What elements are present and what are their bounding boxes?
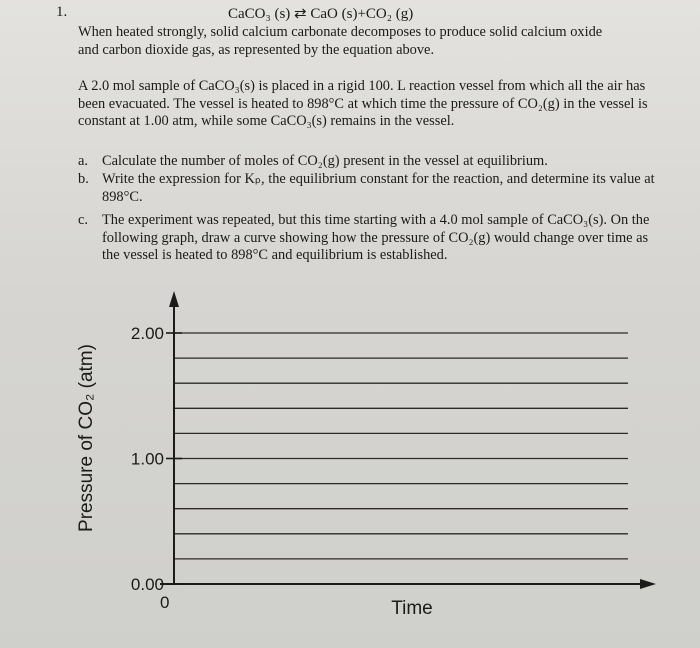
part-c-label: c. [78,212,88,228]
part-c-text: The experiment was repeated, but this time starting with a 4.0 mol sample of CaCO₃(s). On the following graph, draw a curve showing how the pressure of CO₂(g) would change over time as the vessel is heated to 898°C and equilibrium is established. [102,212,650,264]
part-b-text: Write the expression for Kₚ, the equilibrium constant for the reaction, and determine its value at 898°C. [102,171,655,205]
y-axis-title: Pressure of CO₂ (atm) [76,344,97,532]
x-axis-arrow-icon [640,579,656,589]
part-a-label: a. [78,153,88,169]
gridlines [174,333,628,559]
question-number: 1. [56,4,68,20]
x-tick-label-0: 0 [160,593,170,612]
setup-paragraph: A 2.0 mol sample of CaCO₃(s) is placed in a rigid 100. L reaction vessel from which all the air has been evacuated. The vessel is heated to 898°C at which time the pressure of CO₂(g) in the vessel is constant at 1.00 atm, while some CaCO₃(s) remains in the vessel. [78,78,648,130]
y-tick-label-0: 0.00 [130,575,164,594]
y-tick-label-2: 2.00 [130,324,164,343]
intro-paragraph: When heated strongly, solid calcium carbonate decomposes to produce solid calcium oxide and carbon dioxide gas, as represented by the equation above. [78,24,603,58]
y-tick-label-1: 1.00 [130,449,164,469]
y-axis-arrow-icon [169,291,179,307]
part-b-label: b. [78,171,89,187]
x-axis-title: Time [391,598,433,619]
part-a-text: Calculate the number of moles of CO₂(g) present in the vessel at equilibrium. [102,153,548,169]
reaction-equation: CaCO₃ (s) ⇄ CaO (s)+CO₂ (g) [228,6,414,22]
